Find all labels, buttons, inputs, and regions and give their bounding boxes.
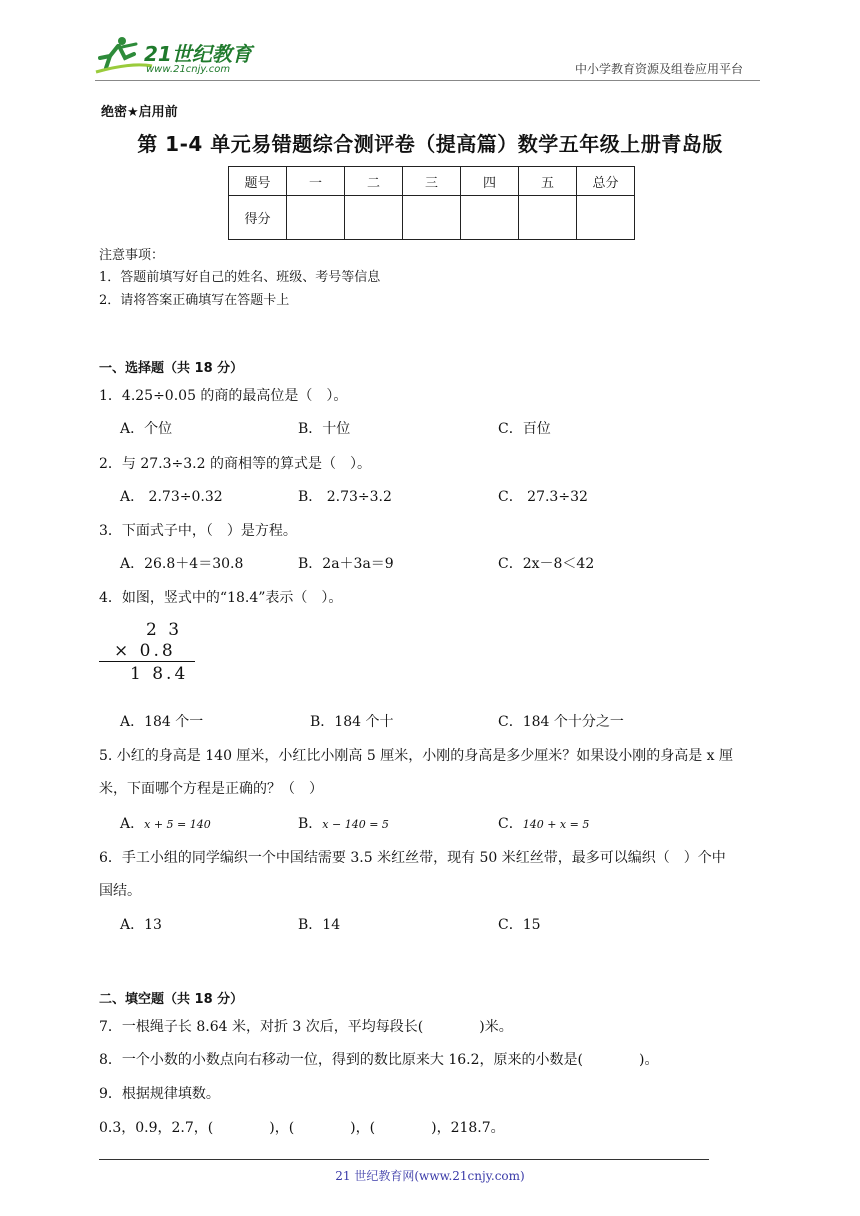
score-row-label: 得分 (229, 196, 287, 240)
question-4-option-c[interactable]: C．184 个十分之一 (498, 714, 624, 730)
question-3-option-a[interactable]: A．26.8＋4＝30.8 (120, 556, 244, 572)
score-cell: 总分 (577, 167, 635, 196)
site-logo (92, 32, 267, 80)
question-7: 7．一根绳子长 8.64 米，对折 3 次后，平均每段长( )米。 (99, 1019, 513, 1035)
score-input-cell[interactable] (287, 196, 345, 240)
score-input-cell[interactable] (345, 196, 403, 240)
question-4-option-a[interactable]: A．184 个一 (120, 714, 204, 730)
question-9: 9．根据规律填数。 (99, 1086, 220, 1102)
score-table-header-row (229, 167, 635, 196)
section-heading-choice: 一、选择题（共 18 分） (99, 361, 244, 376)
score-cell: 五 (519, 167, 577, 196)
score-cell: 二 (345, 167, 403, 196)
score-input-cell[interactable] (519, 196, 577, 240)
score-cell: 一 (287, 167, 345, 196)
header-divider (95, 80, 760, 81)
option-equation: x − 140 = 5 (322, 818, 389, 831)
option-letter: B． (298, 816, 323, 832)
option-letter: A． (120, 816, 145, 832)
notes-heading: 注意事项： (99, 248, 165, 263)
question-5-option-c[interactable] (498, 813, 589, 833)
footer-site-link[interactable]: 21 世纪教育网(www.21cnjy.com) (335, 1169, 525, 1183)
vertical-calc-row-2: × 0.8 (114, 641, 176, 661)
score-cell: 四 (461, 167, 519, 196)
secret-label: 绝密★启用前 (101, 105, 178, 120)
section-heading-fill: 二、填空题（共 18 分） (99, 992, 244, 1007)
question-2-option-b[interactable]: B． 2.73÷3.2 (298, 489, 392, 505)
question-6-option-c[interactable]: C．15 (498, 917, 541, 933)
logo-url: www.21cnjy.com (146, 64, 231, 75)
question-1-option-c[interactable]: C．百位 (498, 421, 551, 437)
question-5-option-a[interactable] (120, 813, 211, 833)
question-6-option-a[interactable]: A．13 (120, 917, 162, 933)
option-equation: x + 5 = 140 (144, 818, 211, 831)
question-5-option-b[interactable] (298, 813, 389, 833)
question-5-stem-line-2: 米，下面哪个方程是正确的？（ ） (99, 781, 323, 797)
option-letter: C． (498, 816, 523, 832)
footer-divider (99, 1159, 709, 1160)
question-3-stem: 3．下面式子中，（ ）是方程。 (99, 523, 297, 539)
question-1-stem: 1．4.25÷0.05 的商的最高位是（ ）。 (99, 388, 348, 404)
notes-item: 2．请将答案正确填写在答题卡上 (99, 293, 290, 308)
question-6-option-b[interactable]: B．14 (298, 917, 341, 933)
vertical-calc-row-3: 1 8.4 (130, 664, 189, 684)
logo-text: 21世纪教育 (144, 42, 252, 66)
question-8: 8．一个小数的小数点向右移动一位，得到的数比原来大 16.2，原来的小数是( )。 (99, 1052, 659, 1068)
vertical-calc-line (99, 661, 195, 662)
notes-item: 1．答题前填写好自己的姓名、班级、考号等信息 (99, 270, 381, 285)
question-3-option-c[interactable]: C．2x－8＜42 (498, 556, 595, 572)
question-6-stem-line-1: 6．手工小组的同学编织一个中国结需要 3.5 米红丝带，现有 50 米红丝带，最多可以编织（ ）个中 (99, 850, 726, 866)
question-3-option-b[interactable]: B．2a＋3a＝9 (298, 556, 394, 572)
vertical-calc-row-1: 2 3 (146, 620, 183, 640)
question-5-stem-line-1: 5. 小红的身高是 140 厘米，小红比小刚高 5 厘米，小刚的身高是多少厘米？如果设小刚的身高是 x 厘 (99, 748, 734, 764)
option-equation: 140 + x = 5 (522, 818, 590, 831)
score-table-score-row (229, 196, 635, 240)
question-1-option-b[interactable]: B．十位 (298, 421, 351, 437)
score-cell: 题号 (229, 167, 287, 196)
question-4-option-b[interactable]: B．184 个十 (310, 714, 394, 730)
question-2-option-a[interactable]: A． 2.73÷0.32 (120, 489, 223, 505)
question-6-stem-line-2: 国结。 (99, 883, 141, 899)
header-platform-text: 中小学教育资源及组卷应用平台 (575, 62, 744, 76)
question-1-option-a[interactable]: A．个位 (120, 421, 173, 437)
question-9-sequence: 0.3，0.9，2.7，( )，( )，( )，218.7。 (99, 1120, 505, 1136)
score-input-cell[interactable] (577, 196, 635, 240)
score-cell: 三 (403, 167, 461, 196)
question-4-stem: 4．如图，竖式中的“18.4”表示（ ）。 (99, 590, 343, 606)
score-input-cell[interactable] (403, 196, 461, 240)
question-2-stem: 2．与 27.3÷3.2 的商相等的算式是（ ）。 (99, 456, 371, 472)
question-2-option-c[interactable]: C． 27.3÷32 (498, 489, 588, 505)
page-title: 第 1-4 单元易错题综合测评卷（提高篇）数学五年级上册青岛版 (137, 132, 723, 156)
score-input-cell[interactable] (461, 196, 519, 240)
score-table (228, 166, 635, 240)
